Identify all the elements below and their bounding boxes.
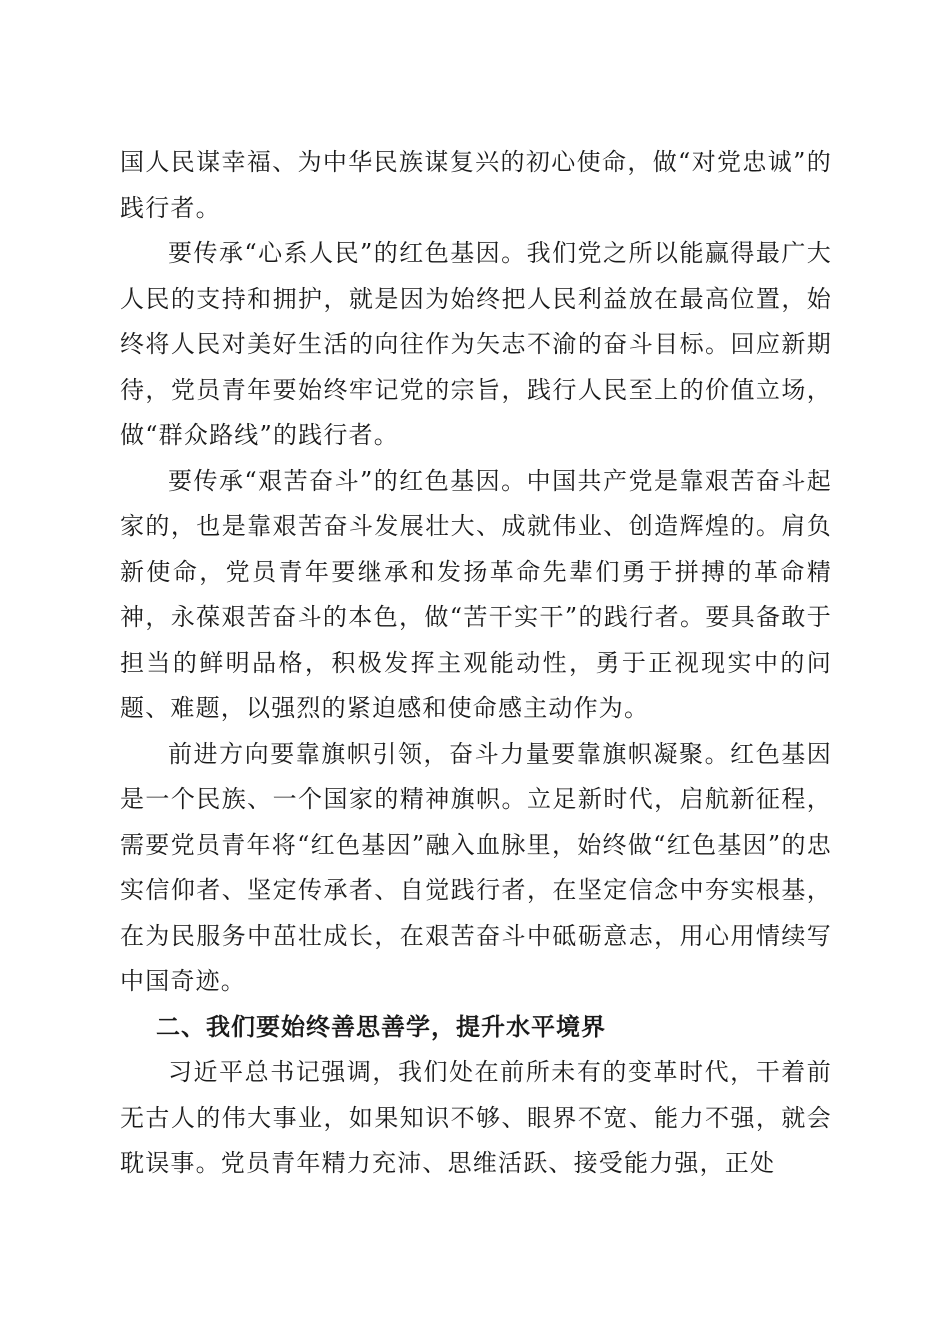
paragraph-red-gene-people: 要传承“心系人民”的红色基因。我们党之所以能赢得最广大人民的支持和拥护，就是因为始终把人民利益放在最高位置，始终将人民对美好生活的向往作为矢志不渝的奋斗目标。回应新期待，党员青年要始终牢记党的宗旨，践行人民至上的价值立场，做“群众路线”的践行者。 (120, 239, 832, 449)
document-body (120, 140, 832, 1187)
paragraph-banner-guidance: 前进方向要靠旗帜引领，奋斗力量要靠旗帜凝聚。红色基因是一个民族、一个国家的精神旗帜。立足新时代，启航新征程，需要党员青年将“红色基因”融入血脉里，始终做“红色基因”的忠实信仰者、坚定传承者、自觉践行者，在坚定信念中夯实根基，在为民服务中茁壮成长，在艰苦奋斗中砥砺意志，用心用情续写中国奇迹。 (120, 739, 832, 995)
paragraph-continuation: 国人民谋幸福、为中华民族谋复兴的初心使命，做“对党忠诚”的践行者。 (120, 148, 832, 222)
paragraph-learning: 习近平总书记强调，我们处在前所未有的变革时代，干着前无古人的伟大事业，如果知识不够、眼界不宽、能力不强，就会耽误事。党员青年精力充沛、思维活跃、接受能力强，正处 (120, 1058, 832, 1177)
section-heading: 二、我们要始终善思善学，提升水平境界 (156, 1012, 606, 1041)
paragraph-red-gene-hard-work: 要传承“艰苦奋斗”的红色基因。中国共产党是靠艰苦奋斗起家的，也是靠艰苦奋斗发展壮大、成就伟业、创造辉煌的。肩负新使命，党员青年要继承和发扬革命先辈们勇于拼搏的革命精神，永葆艰苦奋斗的本色，做“苦干实干”的践行者。要具备敢于担当的鲜明品格，积极发挥主观能动性，勇于正视现实中的问题、难题，以强烈的紧迫感和使命感主动作为。 (120, 466, 832, 722)
